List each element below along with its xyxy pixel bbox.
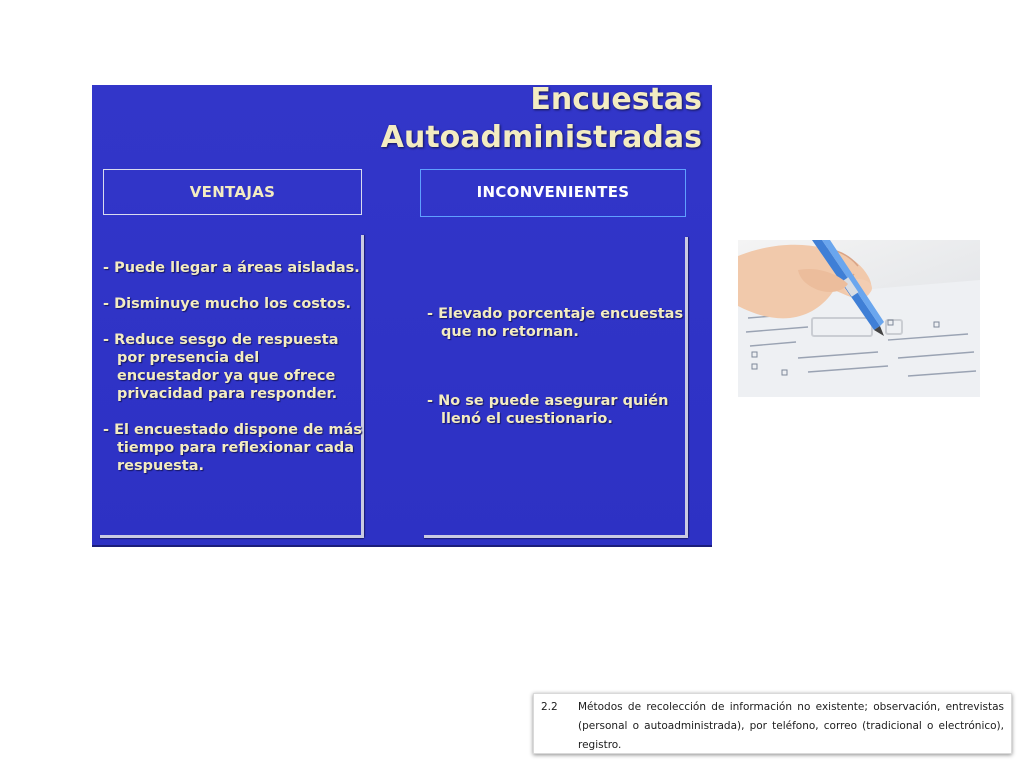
caption-text: Métodos de recolección de información no existente; observación, entrevistas (personal o autoadministrada), por teléfono, correo (tradicional o electrónico), registro. [578,701,1004,751]
caption-box [533,693,1012,754]
list-item: - Puede llegar a áreas aisladas. [103,260,360,276]
hand-writing-photo [738,240,980,397]
ventajas-header: VENTAJAS [103,169,362,215]
list-item: - Disminuye mucho los costos. [103,296,351,312]
inconvenientes-list [427,305,689,479]
ventajas-list [103,259,365,493]
slide-encuestas [92,85,712,547]
list-item: - El encuestado dispone de más tiempo para reflexionar cada respuesta. [103,422,362,474]
inconvenientes-header: INCONVENIENTES [420,169,686,217]
caption-number: 2.2 [541,701,558,713]
slide-title [381,85,702,157]
slide-title-line2: Autoadministradas [380,120,702,155]
ventajas-column-base [100,535,364,538]
slide-title-line1: Encuestas [530,85,702,117]
list-item: - Reduce sesgo de respuesta por presencia del encuestador ya que ofrece privacidad para responder. [103,332,339,402]
list-item: - No se puede asegurar quién llenó el cuestionario. [427,393,669,427]
list-item: - Elevado porcentaje encuestas que no retornan. [427,306,684,340]
hand-writing-icon [738,240,980,397]
inconvenientes-column-base [424,535,688,538]
